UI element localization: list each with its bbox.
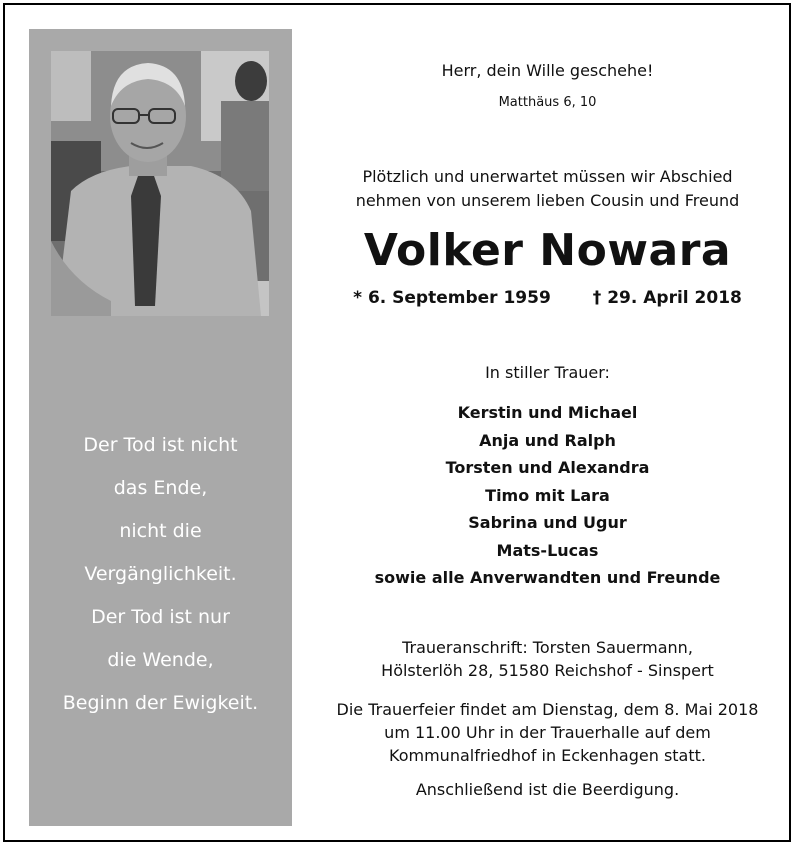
mourner: Mats-Lucas <box>496 540 599 560</box>
mourner: Torsten und Alexandra <box>445 458 650 477</box>
announcement-intro <box>305 165 790 213</box>
mourning-intro: In stiller Trauer: <box>485 363 610 382</box>
mourning-address <box>305 636 790 682</box>
side-panel <box>29 29 292 826</box>
address-line: Traueranschrift: Torsten Sauermann, <box>402 638 693 657</box>
ceremony-line: um 11.00 Uhr in der Trauerhalle auf dem <box>384 723 711 742</box>
deceased-name: Volker Nowara <box>363 225 732 276</box>
address-line: Hölsterlöh 28, 51580 Reichshof - Sinspert <box>381 661 714 680</box>
portrait-photo <box>51 51 269 316</box>
poem-line: das Ende, <box>113 477 208 499</box>
mourner: Timo mit Lara <box>485 485 610 505</box>
poem-line: die Wende, <box>107 649 214 671</box>
life-dates <box>305 288 790 308</box>
obituary-frame <box>3 3 791 842</box>
birth-date: * 6. September 1959 <box>353 288 551 308</box>
mourner: Anja und Ralph <box>479 430 616 450</box>
poem-line: Der Tod ist nicht <box>83 434 238 456</box>
mourner: Sabrina und Ugur <box>468 513 627 532</box>
ceremony-line: Kommunalfriedhof in Eckenhagen statt. <box>389 746 706 765</box>
mourner: Kerstin und Michael <box>457 403 638 422</box>
death-date: † 29. April 2018 <box>592 288 742 308</box>
poem-line: Vergänglichkeit. <box>84 563 237 585</box>
ceremony-line: Die Trauerfeier findet am Dienstag, dem 8. Mai 2018 <box>336 700 759 719</box>
bible-verse: Herr, dein Wille geschehe! <box>441 61 654 80</box>
poem-line: Beginn der Ewigkeit. <box>62 692 259 714</box>
poem <box>29 424 292 725</box>
bible-verse-reference: Matthäus 6, 10 <box>498 95 597 110</box>
burial-info: Anschließend ist die Beerdigung. <box>415 780 680 799</box>
mourners-list <box>305 399 790 592</box>
intro-line: Plötzlich und unerwartet müssen wir Abschied <box>362 167 733 186</box>
poem-line: nicht die <box>119 520 202 542</box>
mourner: sowie alle Anverwandten und Freunde <box>374 568 721 587</box>
intro-line: nehmen von unserem lieben Cousin und Freund <box>355 191 740 210</box>
ceremony-info <box>305 698 790 767</box>
poem-line: Der Tod ist nur <box>91 606 230 628</box>
